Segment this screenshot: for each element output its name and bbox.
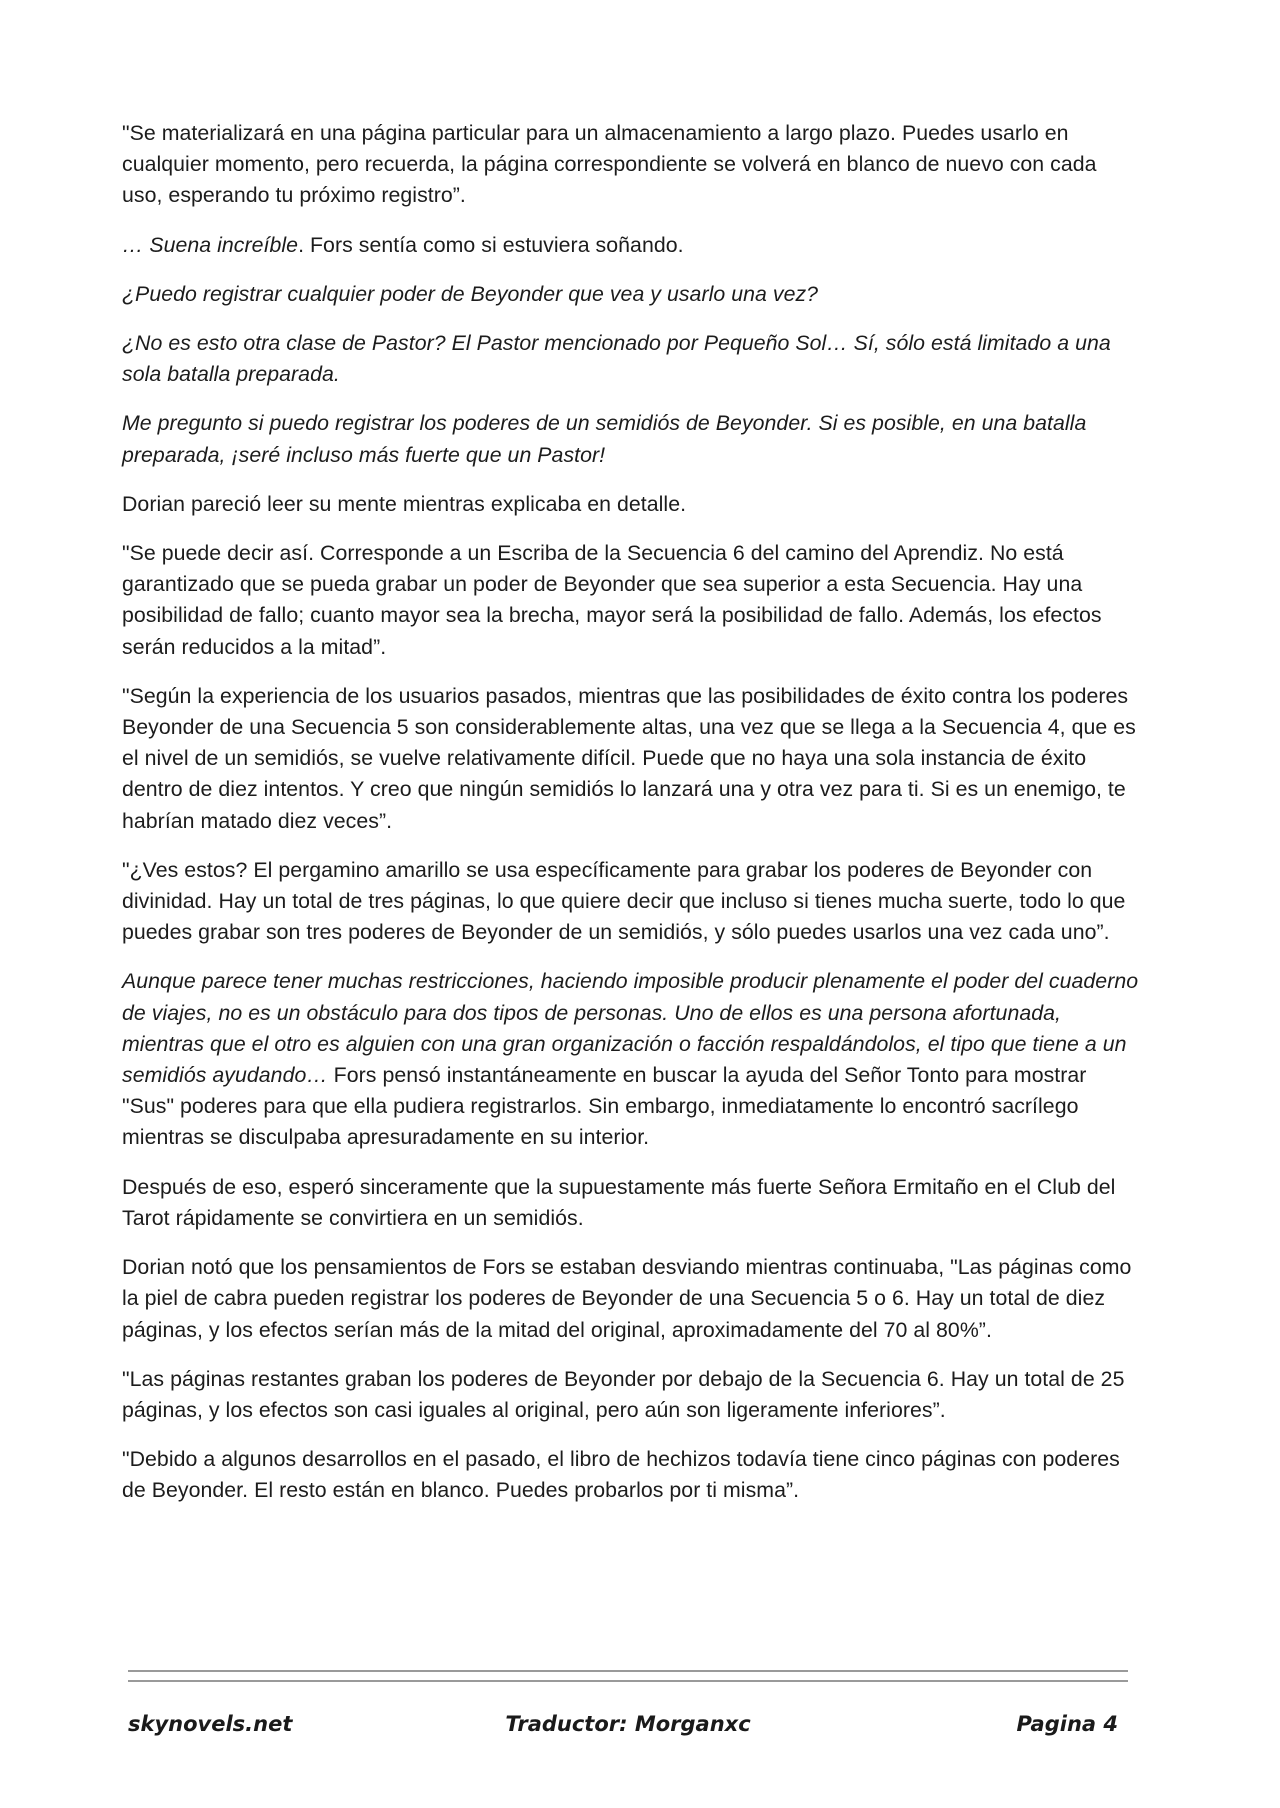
paragraph-13: "Las páginas restantes graban los poderes de Beyonder por debajo de la Secuencia 6. Hay un total de 25 páginas, y los efectos son casi iguales al original, pero aún son ligeramente inferiores”. [122,1366,1125,1422]
paragraph-2 [122,230,1142,261]
paragraph-14: "Debido a algunos desarrollos en el pasado, el libro de hechizos todavía tiene cinco páginas con poderes de Beyonder. El resto están en blanco. Puedes probarlos por ti misma”. [122,1447,1120,1503]
footer-translator: Traductor: Morganxc [505,1712,751,1736]
paragraph-3: ¿Puedo registrar cualquier poder de Beyonder que vea y usarlo una vez? [122,281,819,306]
footer-site-name: skynovels.net [128,1712,293,1736]
document-body [122,118,1142,1525]
footer-divider-bottom [128,1680,1128,1682]
paragraph-10-plain: Fors pensó instantáneamente en buscar la ayuda del Señor Tonto para mostrar "Sus" poderes para que ella pudiera registrarlos. Sin embargo, inmediatamente lo encontró sacrílego mientras se disculpaba apresuradamente en su interior. [122,1063,1087,1150]
paragraph-10 [122,966,1142,1153]
paragraph-8: "Según la experiencia de los usuarios pasados, mientras que las posibilidades de éxito contra los poderes Beyonder de una Secuencia 5 son considerablemente altas, una vez que se llega a la Secuencia 4, que es el nivel de un semidiós, se vuelve relativamente difícil. Puede que no haya una sola instancia de éxito dentro de diez intentos. Y creo que ningún semidiós lo lanzará una y otra vez para ti. Si es un enemigo, te habrían matado diez veces”. [122,683,1136,833]
page-footer [128,1712,1128,1746]
paragraph-2-italic: … Suena increíble [122,232,299,257]
paragraph-5: Me pregunto si puedo registrar los poderes de un semidiós de Beyonder. Si es posible, en una batalla preparada, ¡seré incluso más fuerte que un Pastor! [122,411,1087,467]
paragraph-7: "Se puede decir así. Corresponde a un Escriba de la Secuencia 6 del camino del Aprendiz. No está garantizado que se pueda grabar un poder de Beyonder que sea superior a esta Secuencia. Hay una posibilidad de fallo; cuanto mayor sea la brecha, mayor será la posibilidad de fallo. Además, los efectos serán reducidos a la mitad”. [122,541,1102,659]
paragraph-12: Dorian notó que los pensamientos de Fors se estaban desviando mientras continuaba, "Las páginas como la piel de cabra pueden registrar los poderes de Beyonder de una Secuencia 5 o 6. Hay un total de diez páginas, y los efectos serían más de la mitad del original, aproximadamente del 70 al 80%”. [122,1255,1132,1342]
paragraph-9: "¿Ves estos? El pergamino amarillo se usa específicamente para grabar los poderes de Beyonder con divinidad. Hay un total de tres páginas, lo que quiere decir que incluso si tienes mucha suerte, todo lo que puedes grabar son tres poderes de Beyonder de un semidiós, y sólo puedes usarlos una vez cada uno”. [122,857,1126,945]
paragraph-1: "Se materializará en una página particular para un almacenamiento a largo plazo. Puedes usarlo en cualquier momento, pero recuerda, la página correspondiente se volverá en blanco de nuevo con cada uso, esperando tu próximo registro”. [122,121,1097,208]
paragraph-11: Después de eso, esperó sinceramente que la supuestamente más fuerte Señora Ermitaño en el Club del Tarot rápidamente se convirtiera en un semidiós. [122,1174,1116,1230]
footer-page-number: Pagina 4 [1016,1712,1118,1736]
paragraph-4: ¿No es esto otra clase de Pastor? El Pastor mencionado por Pequeño Sol… Sí, sólo está limitado a una sola batalla preparada. [122,331,1111,387]
paragraph-2-plain: . Fors sentía como si estuviera soñando. [298,232,684,257]
paragraph-6: Dorian pareció leer su mente mientras explicaba en detalle. [122,491,687,516]
footer-divider-top [128,1670,1128,1672]
paragraph-10-italic: Aunque parece tener muchas restricciones, haciendo imposible producir plenamente el poder del cuaderno de viajes, no es un obstáculo para dos tipos de personas. Uno de ellos es una persona afortunada, mientras que el otro es alguien con una gran organización o facción respaldándolos, el tipo que tiene a un semidiós ayudando… [122,969,1139,1088]
